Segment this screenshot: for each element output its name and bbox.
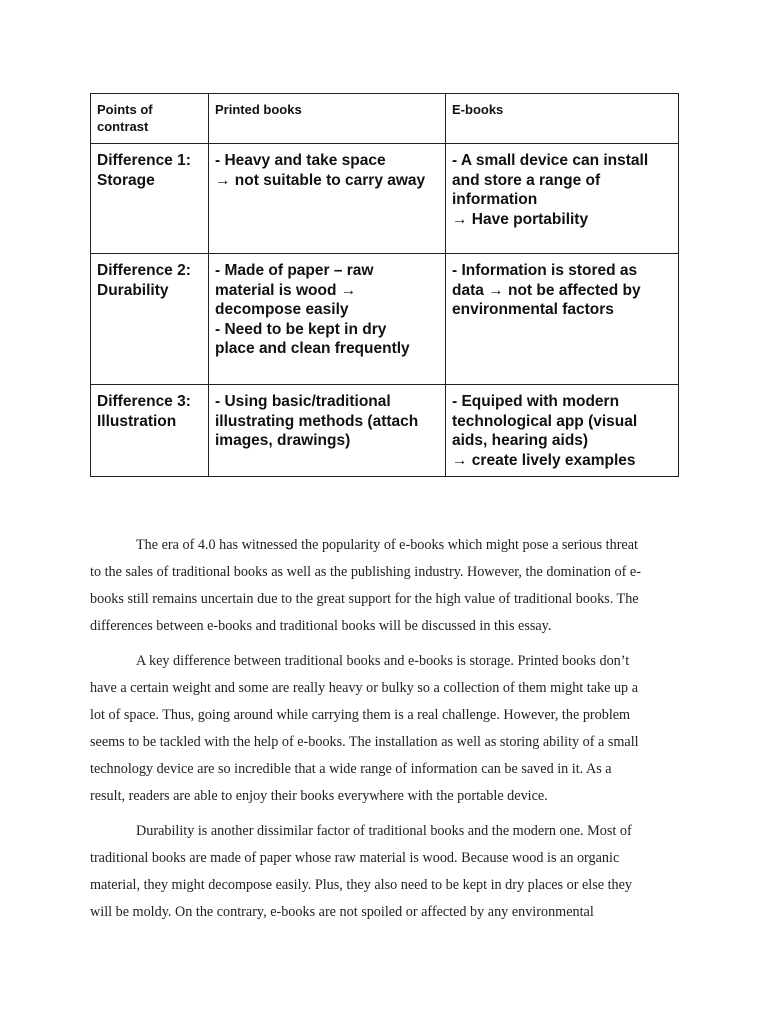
table-row xyxy=(91,385,679,477)
table-header-row xyxy=(91,94,679,144)
paragraph-intro: The era of 4.0 has witnessed the popularity of e-books which might pose a serious threat to the sales of traditional books as well as the publishing industry. However, the domination of e- books still remains uncertain due to the great support for the high value of traditional books. The differences between e-books and traditional books will be discussed in this essay. xyxy=(90,537,641,634)
cell-printed: - Using basic/traditional illustrating methods (attach images, drawings) xyxy=(209,385,446,477)
cell-point: Difference 3: Illustration xyxy=(91,385,209,477)
cell-printed: - Heavy and take space → not suitable to carry away xyxy=(209,144,446,254)
cell-point: Difference 2: Durability xyxy=(91,254,209,385)
essay-body xyxy=(90,532,680,934)
header-printed-books: Printed books xyxy=(209,94,446,144)
cell-printed: - Made of paper – raw material is wood → decompose easily - Need to be kept in dry place and clean frequently xyxy=(209,254,446,385)
cell-ebooks: - Equiped with modern technological app (visual aids, hearing aids) → create lively examples xyxy=(446,385,679,477)
cell-point: Difference 1: Storage xyxy=(91,144,209,254)
header-ebooks: E-books xyxy=(446,94,679,144)
cell-ebooks: - A small device can install and store a range of information → Have portability xyxy=(446,144,679,254)
contrast-table xyxy=(90,93,679,477)
table-row xyxy=(91,144,679,254)
table-row xyxy=(91,254,679,385)
cell-ebooks: - Information is stored as data → not be affected by environmental factors xyxy=(446,254,679,385)
paragraph-storage: A key difference between traditional books and e-books is storage. Printed books don’t have a certain weight and some are really heavy or bulky so a collection of them might take up a lot of space. Thus, going around while carrying them is a real challenge. However, the problem seems to be tackled with the help of e-books. The installation as well as storing ability of a small technology device are so incredible that a wide range of information can be saved in it. As a result, readers are able to enjoy their books everywhere with the portable device. xyxy=(90,653,639,804)
header-points-of-contrast: Points of contrast xyxy=(91,94,209,144)
paragraph-durability: Durability is another dissimilar factor of traditional books and the modern one. Most of traditional books are made of paper whose raw material is wood. Because wood is an organic material, they might decompose easily. Plus, they also need to be kept in dry places or else they will be moldy. On the contrary, e-books are not spoiled or affected by any environmental xyxy=(90,823,632,920)
